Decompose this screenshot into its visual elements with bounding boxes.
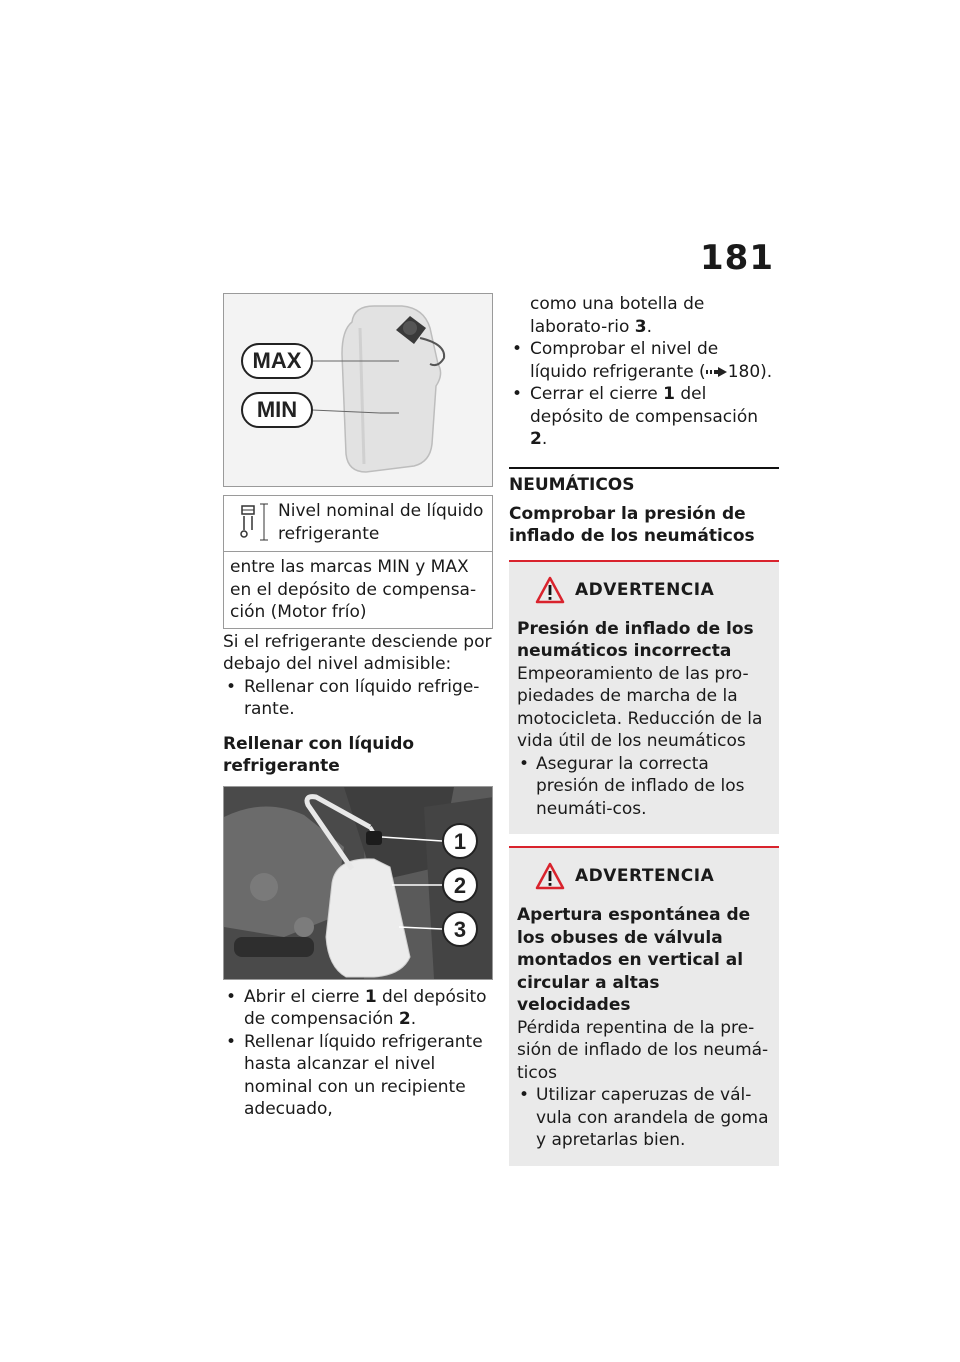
refill-illustration [224,787,493,979]
warning-triangle-icon [535,862,565,890]
close-cap-bullet: • Cerrar el cierre 1 del depósito de compensación 2. [509,383,779,451]
warning-body: Empeoramiento de las pro-piedades de marcha de la motocicleta. Reducción de la vida útil de los neumáticos [517,663,763,751]
warning-body: Pérdida repentina de la pre-sión de inflado de los neumá-ticos [517,1017,769,1083]
tyre-pressure-heading: Comprobar la presión de inflado de los neumáticos [509,503,755,546]
coolant-level-icon [230,500,272,544]
coolant-reservoir-illustration [224,294,493,486]
section-title: NEUMÁTICOS [509,467,779,495]
spec-title: Nivel nominal de líquido refrigerante [278,501,484,544]
fill-coolant-bullet: • Rellenar líquido refrigerante hasta alcanzar el nivel nominal con un recipiente adecuado, [223,1031,493,1121]
warning-title: ADVERTENCIA [575,579,715,600]
refill-figure [223,786,493,980]
warning-heading: Presión de inflado de los neumáticos incorrecta [517,618,754,661]
coolant-spec-table [223,495,493,629]
coolant-reservoir-figure [223,293,493,487]
page-reference-arrow-icon [706,366,728,378]
right-column [509,293,779,1166]
warning-bullet: • Utilizar caperuzas de vál-vula con arandela de goma y apretarlas bien. [517,1084,771,1152]
warning-box-valve [509,846,779,1166]
warning-triangle-icon [535,576,565,604]
max-label: MAX [252,348,302,373]
refill-bullet: • Rellenar con líquido refrige-rante. [223,676,493,721]
warning-box-pressure [509,560,779,835]
open-cap-bullet: • Abrir el cierre 1 del depósito de compensación 2. [223,986,493,1031]
callout-1: 1 [453,828,467,854]
warning-heading: Apertura espontánea de los obuses de válvula montados en vertical al circular a altas velocidades [517,905,751,1015]
spec-value: entre las marcas MIN y MAX en el depósito de compensa-ción (Motor frío) [230,557,477,622]
continued-text: como una botella de laborato-rio 3. [530,294,705,337]
callout-2: 2 [453,872,467,898]
warning-title: ADVERTENCIA [575,866,715,886]
left-column [223,293,493,1121]
check-level-bullet: • Comprobar el nivel de líquido refrigerante ( 180). [509,338,779,383]
callout-3: 3 [453,916,467,942]
min-label: MIN [256,397,298,422]
warning-bullet: • Asegurar la correcta presión de inflado de los neumáti-cos. [517,753,771,821]
refill-heading: Rellenar con líquido refrigerante [223,733,415,776]
page-number: 181 [700,238,774,278]
coolant-low-paragraph: Si el refrigerante desciende por debajo del nivel admisible: [223,631,492,674]
